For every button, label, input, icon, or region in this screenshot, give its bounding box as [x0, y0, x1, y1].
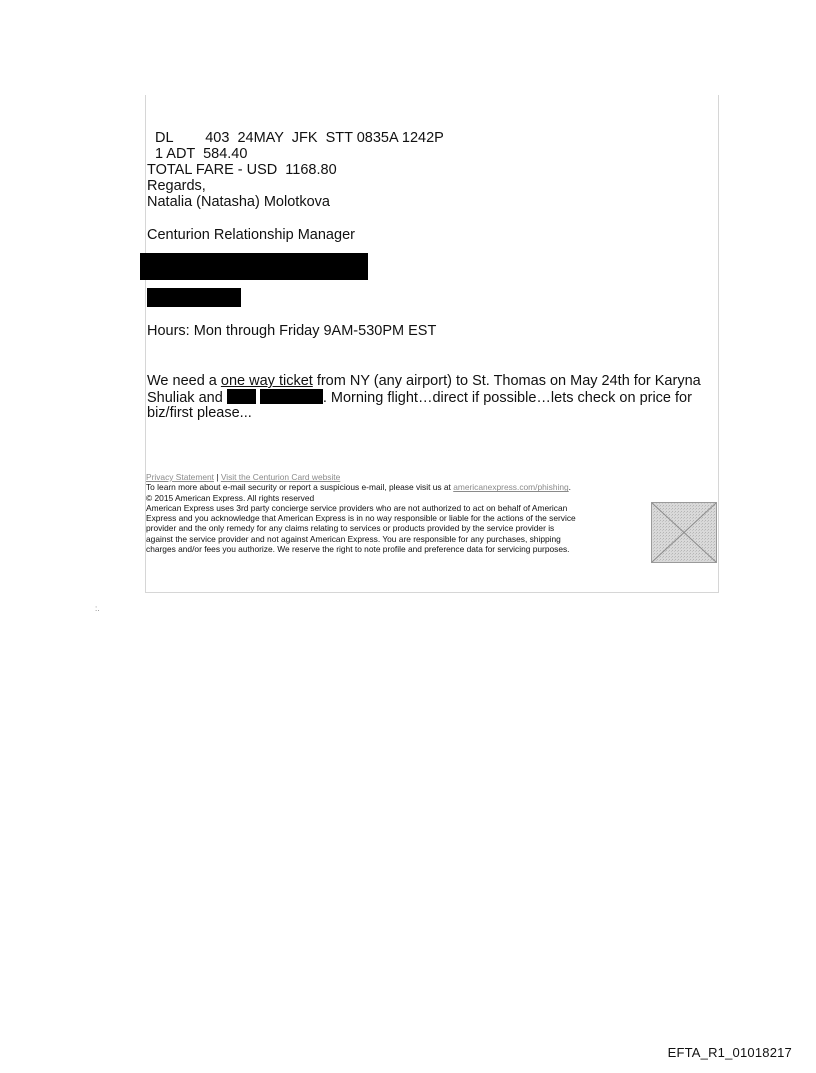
security-notice: To learn more about e-mail security or report a suspicious e-mail, please visit us at americanexpress.com/phishing.	[146, 482, 571, 493]
closing-regards: Regards,	[147, 178, 206, 194]
passenger-fare-line: 1 ADT 584.40	[155, 146, 248, 162]
disclaimer-line: charges and/or fees you authorize. We reserve the right to note profile and preference data for servicing purposes.	[146, 544, 570, 555]
email-footer	[146, 472, 646, 554]
redaction-block	[260, 389, 323, 404]
redaction-block	[227, 389, 256, 404]
sender-title: Centurion Relationship Manager	[147, 227, 355, 243]
sender-name: Natalia (Natasha) Molotkova	[147, 194, 330, 210]
redaction-block	[140, 253, 368, 280]
centurion-website-link[interactable]: Visit the Centurion Card website	[220, 472, 341, 482]
disclaimer-line: against the service provider and not against American Express. You are responsible for any purchases, shipping	[146, 533, 561, 544]
phishing-link[interactable]: americanexpress.com/phishing	[453, 482, 569, 493]
request-line-1: We need a one way ticket from NY (any airport) to St. Thomas on May 24th for Karyna	[147, 373, 701, 389]
footer-links: Privacy Statement | Visit the Centurion Card website	[146, 472, 341, 482]
disclaimer-line: Express and you acknowledge that American Express is in no way responsible or liable for the actions of the service	[146, 513, 576, 524]
bates-number: EFTA_R1_01018217	[667, 1045, 792, 1060]
disclaimer-line: American Express uses 3rd party concierge service providers who are not authorized to act on behalf of American	[146, 502, 568, 513]
flight-segment-line: DL 403 24MAY JFK STT 0835A 1242P	[155, 130, 444, 146]
privacy-statement-link[interactable]: Privacy Statement	[146, 472, 214, 482]
request-line-2: Shuliak and . Morning flight…direct if possible…lets check on price for	[147, 390, 692, 406]
office-hours: Hours: Mon through Friday 9AM-530PM EST	[147, 323, 437, 339]
request-line-3: biz/first please...	[147, 405, 252, 421]
disclaimer-line: provider and the only remedy for any claims relating to services or products provided by the service provider is	[146, 523, 555, 534]
page-mark: :.	[95, 604, 100, 613]
redaction-block	[147, 288, 241, 307]
copyright-notice: © 2015 American Express. All rights reserved	[146, 492, 315, 503]
total-fare-line: TOTAL FARE - USD 1168.80	[147, 162, 337, 178]
broken-image-placeholder-icon	[651, 502, 717, 563]
